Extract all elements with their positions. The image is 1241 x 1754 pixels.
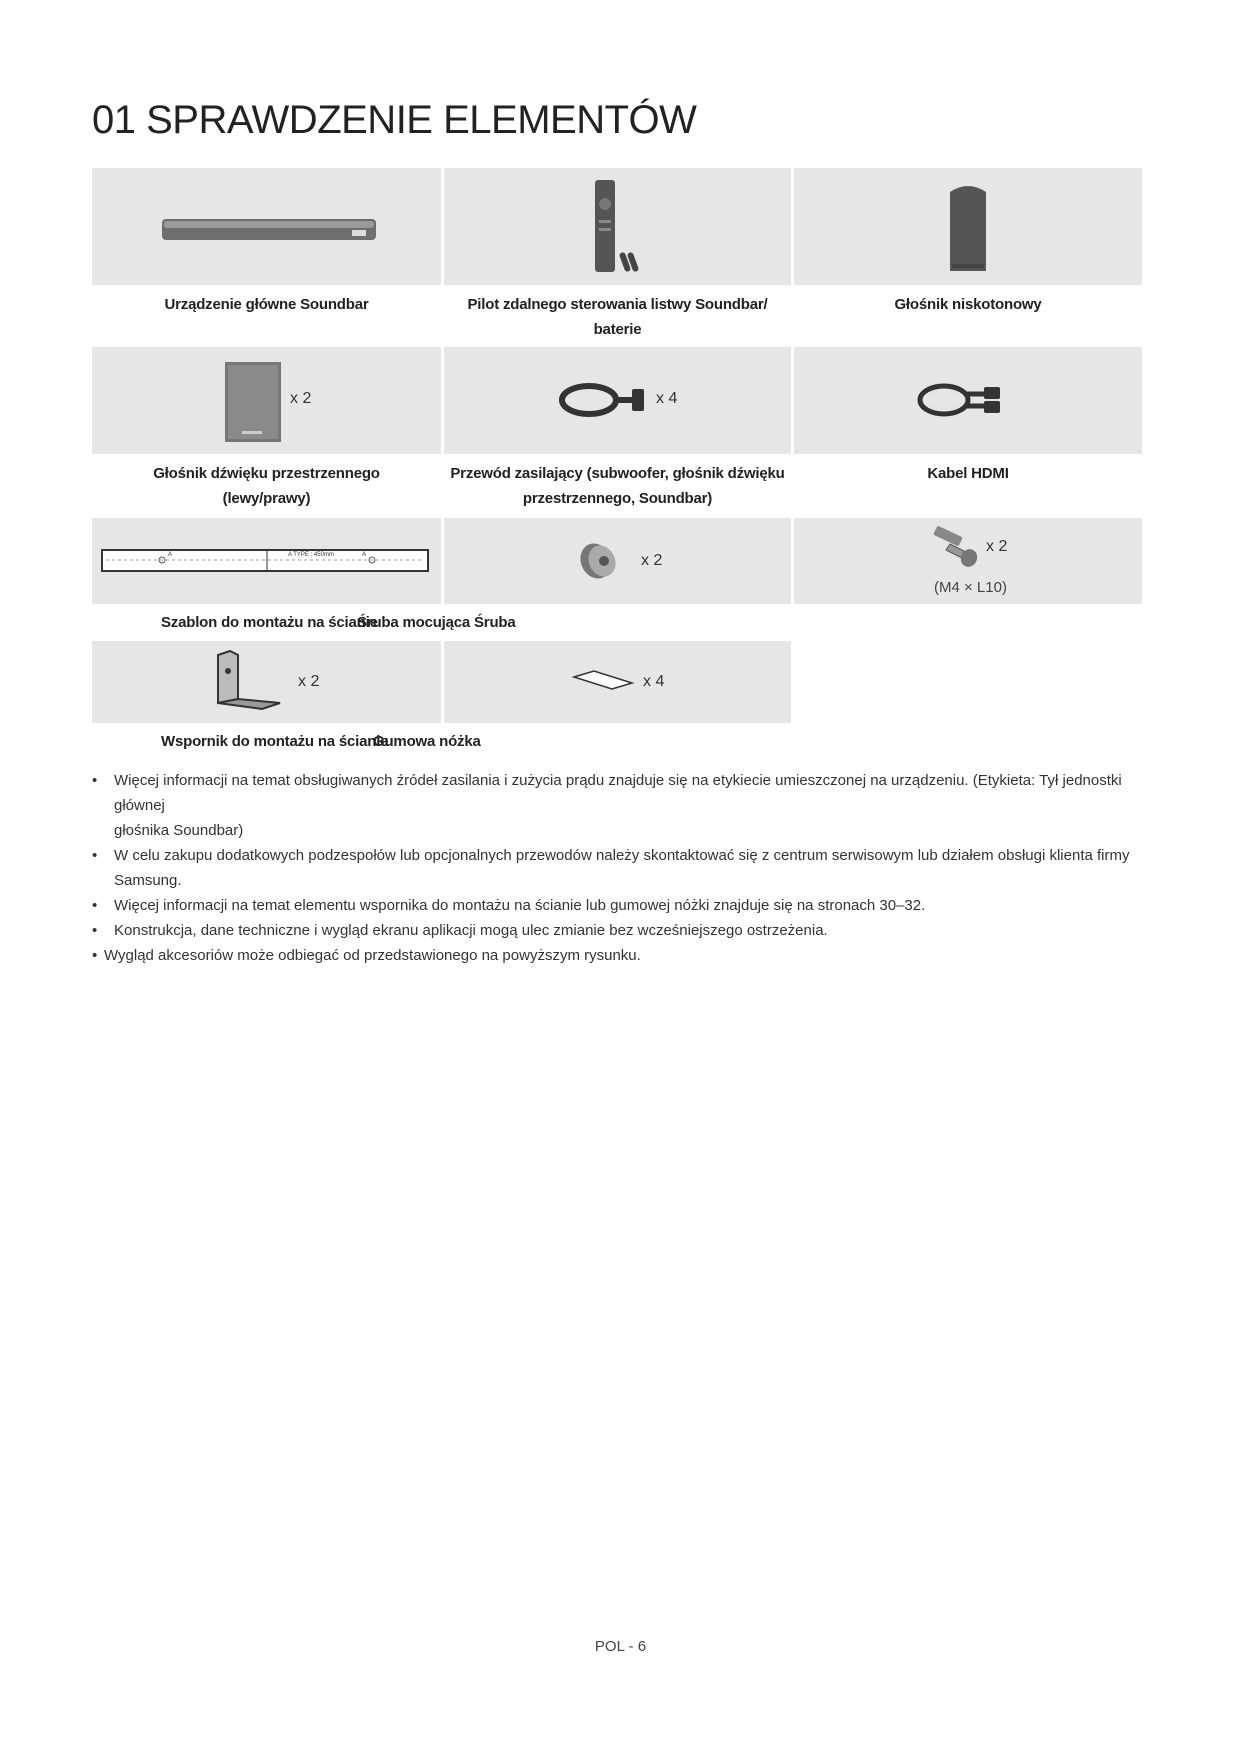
rubber-foot-qty: x 4 <box>643 673 665 690</box>
template-text-right: A <box>362 552 367 558</box>
subwoofer-caption: Głośnik niskotonowy <box>894 296 1042 313</box>
page-title: 01 SPRAWDZENIE ELEMENTÓW <box>92 98 697 142</box>
subwoofer-icon <box>794 168 1142 285</box>
remote-tile <box>444 168 791 285</box>
power-cord-caption-line1: Przewód zasilający (subwoofer, głośnik dźwięku <box>450 465 785 482</box>
remote-caption-line1: Pilot zdalnego sterowania listwy Soundbar/ <box>467 296 768 313</box>
rubber-foot-icon <box>444 641 791 723</box>
hdmi-cable-icon <box>794 347 1142 454</box>
power-cord-tile <box>444 347 791 454</box>
surround-tile <box>92 347 441 454</box>
power-cord-qty: x 4 <box>656 390 678 407</box>
subwoofer-tile <box>794 168 1142 285</box>
wall-template-tile <box>92 518 441 604</box>
note-text: Więcej informacji na temat elementu wspornika do montażu na ścianie lub gumowej nóżki znajduje się na stronach 30–32. <box>114 897 926 914</box>
note-text: Konstrukcja, dane techniczne i wygląd ekranu aplikacji mogą ulec zmianie bez wcześniejszego ostrzeżenia. <box>114 922 828 939</box>
screw-caption: Śruba <box>474 614 516 631</box>
hdmi-tile <box>794 347 1142 454</box>
note-text: W celu zakupu dodatkowych podzespołów lub opcjonalnych przewodów należy skontaktować się z centrum serwisowym lub działem obsługi klienta firmy <box>114 847 1130 864</box>
wall-bracket-caption: Wspornik do montażu na ścianie <box>161 733 389 750</box>
wall-template-caption: Szablon do montażu na ścianie <box>161 614 378 631</box>
note-item <box>90 918 1150 943</box>
surround-qty: x 2 <box>290 390 312 407</box>
soundbar-icon <box>92 168 441 285</box>
remote-icon <box>444 168 791 285</box>
template-text-left: A <box>168 552 173 558</box>
note-text: Samsung. <box>114 872 182 889</box>
soundbar-tile <box>92 168 441 285</box>
rubber-foot-tile <box>444 641 791 723</box>
power-cord-caption-line2: przestrzennego, Soundbar) <box>522 490 713 507</box>
notes-list <box>90 768 1150 968</box>
rubber-foot-caption: Gumowa nóżka <box>373 733 481 750</box>
bullet: • <box>92 772 98 789</box>
holder-screw-caption: Śruba mocująca <box>357 614 471 631</box>
note-text: Wygląd akcesoriów może odbiegać od przedstawionego na powyższym rysunku. <box>104 947 641 964</box>
wall-bracket-icon <box>92 641 441 723</box>
note-item <box>90 943 1150 968</box>
note-item <box>90 768 1150 843</box>
bullet: • <box>92 897 98 914</box>
bullet: • <box>92 947 98 964</box>
remote-caption-line2: baterie <box>593 321 642 338</box>
wall-bracket-tile <box>92 641 441 723</box>
wall-template-icon <box>92 518 441 604</box>
note-text: głośnika Soundbar) <box>114 822 244 839</box>
holder-screw-qty: x 2 <box>641 552 663 569</box>
soundbar-caption: Urządzenie główne Soundbar <box>164 296 369 313</box>
screw-tile <box>794 518 1142 604</box>
bullet: • <box>92 847 98 864</box>
hdmi-caption: Kabel HDMI <box>927 465 1009 482</box>
screw-spec: (M4 × L10) <box>934 579 1007 596</box>
holder-screw-icon <box>444 518 791 604</box>
surround-speaker-icon <box>92 347 441 454</box>
page-footer: POL - 6 <box>594 1638 647 1655</box>
screw-qty: x 2 <box>986 538 1008 555</box>
holder-screw-tile <box>444 518 791 604</box>
power-cord-icon <box>444 347 791 454</box>
note-item <box>90 893 1150 918</box>
wall-bracket-qty: x 2 <box>298 673 320 690</box>
note-item <box>90 843 1150 893</box>
surround-caption-line2: (lewy/prawy) <box>222 490 311 507</box>
template-text-mid: A TYPE : 450mm <box>288 552 334 558</box>
note-text: Więcej informacji na temat obsługiwanych źródeł zasilania i zużycia prądu znajduje się na etykiecie umieszczonej na urządzeniu. (Etykieta: Tył jednostki głównej <box>114 772 1122 814</box>
bullet: • <box>92 922 98 939</box>
surround-caption-line1: Głośnik dźwięku przestrzennego <box>153 465 380 482</box>
